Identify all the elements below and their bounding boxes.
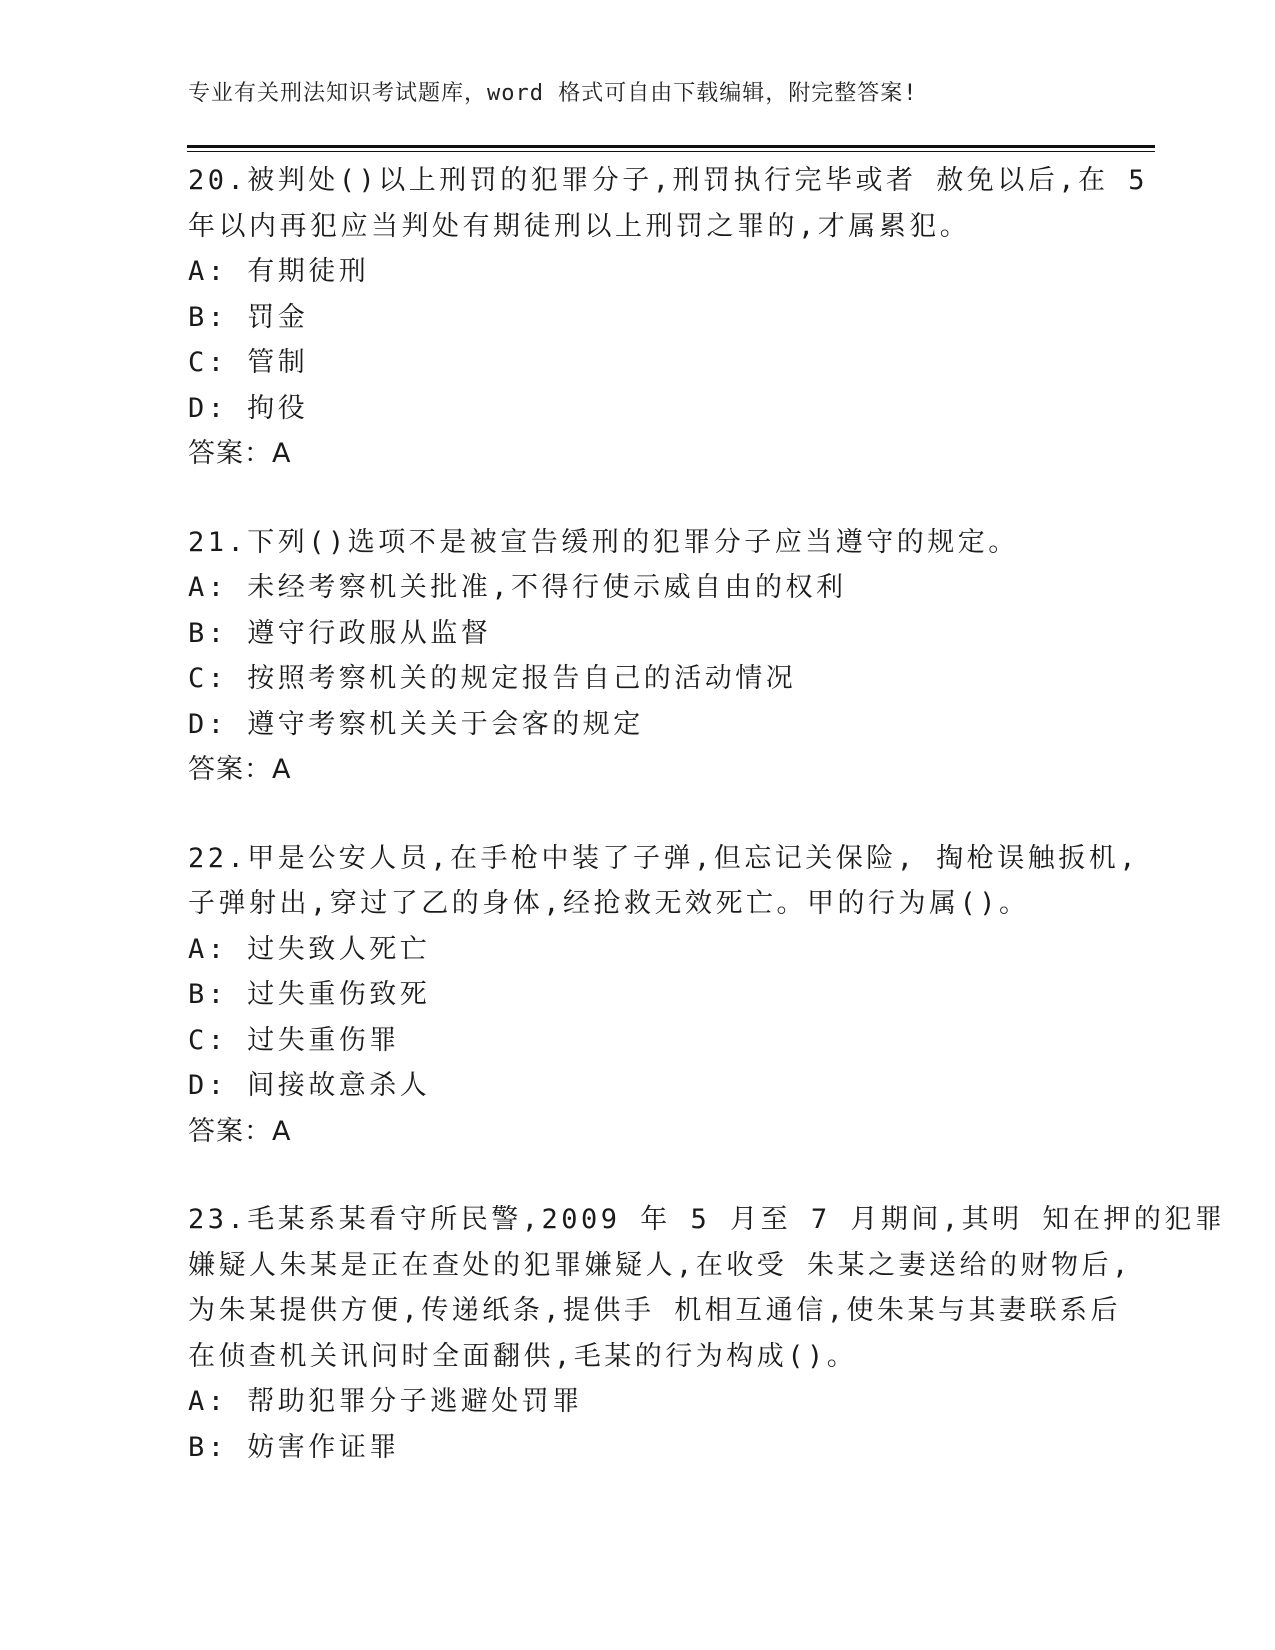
option-a: A: 帮助犯罪分子逃避处罚罪 bbox=[188, 1386, 583, 1417]
question-text-line: 21.下列()选项不是被宣告缓刑的犯罪分子应当遵守的规定。 bbox=[188, 526, 1019, 558]
option-b: B: 罚金 bbox=[188, 301, 309, 333]
question-text-line: 22.甲是公安人员,在手枪中装了子弹,但忘记关保险, 掏枪误触扳机, bbox=[188, 842, 1140, 874]
option-a: A: 有期徒刑 bbox=[188, 256, 370, 287]
question-list bbox=[188, 158, 1226, 1513]
option-a: A: 未经考察机关批准,不得行使示威自由的权利 bbox=[188, 572, 847, 603]
question-21 bbox=[188, 520, 1088, 793]
question-23 bbox=[188, 1197, 1226, 1470]
question-22 bbox=[188, 836, 1140, 1155]
question-text-line: 为朱某提供方便,传递纸条,提供手 机相互通信,使朱某与其妻联系后 bbox=[188, 1295, 1122, 1326]
option-d: D: 遵守考察机关关于会客的规定 bbox=[188, 708, 644, 740]
question-text-line: 子弹射出,穿过了乙的身体,经抢救无效死亡。甲的行为属()。 bbox=[188, 888, 1030, 919]
option-c: C: 管制 bbox=[188, 347, 309, 378]
question-text-line: 年以内再犯应当判处有期徒刑以上刑罚之罪的,才属累犯。 bbox=[188, 210, 971, 242]
option-c: C: 过失重伤罪 bbox=[188, 1024, 400, 1056]
option-a: A: 过失致人死亡 bbox=[188, 933, 431, 965]
option-b: B: 妨害作证罪 bbox=[188, 1431, 400, 1463]
question-20 bbox=[188, 158, 1149, 477]
question-text-line: 嫌疑人朱某是正在查处的犯罪嫌疑人,在收受 朱某之妻送给的财物后, bbox=[188, 1249, 1132, 1281]
answer-label: 答案：A bbox=[188, 1115, 292, 1147]
question-text-line: 20.被判处()以上刑罚的犯罪分子,刑罚执行完毕或者 赦免以后,在 5 bbox=[188, 165, 1149, 196]
answer-label: 答案：A bbox=[188, 438, 292, 469]
option-d: D: 拘役 bbox=[188, 392, 309, 424]
header-divider-thick bbox=[187, 145, 1155, 148]
option-b: B: 遵守行政服从监督 bbox=[188, 617, 492, 649]
question-text-line: 23.毛某系某看守所民警,2009 年 5 月至 7 月期间,其明 知在押的犯罪 bbox=[188, 1204, 1226, 1235]
question-text-line: 在侦查机关讯问时全面翻供,毛某的行为构成()。 bbox=[188, 1340, 858, 1372]
header-divider-thin bbox=[187, 151, 1155, 152]
answer-label: 答案：A bbox=[188, 754, 292, 785]
option-d: D: 间接故意杀人 bbox=[188, 1070, 431, 1101]
page-header: 专业有关刑法知识考试题库，word 格式可自由下载编辑，附完整答案! bbox=[188, 81, 918, 106]
option-b: B: 过失重伤致死 bbox=[188, 979, 431, 1010]
option-c: C: 按照考察机关的规定报告自己的活动情况 bbox=[188, 663, 797, 694]
